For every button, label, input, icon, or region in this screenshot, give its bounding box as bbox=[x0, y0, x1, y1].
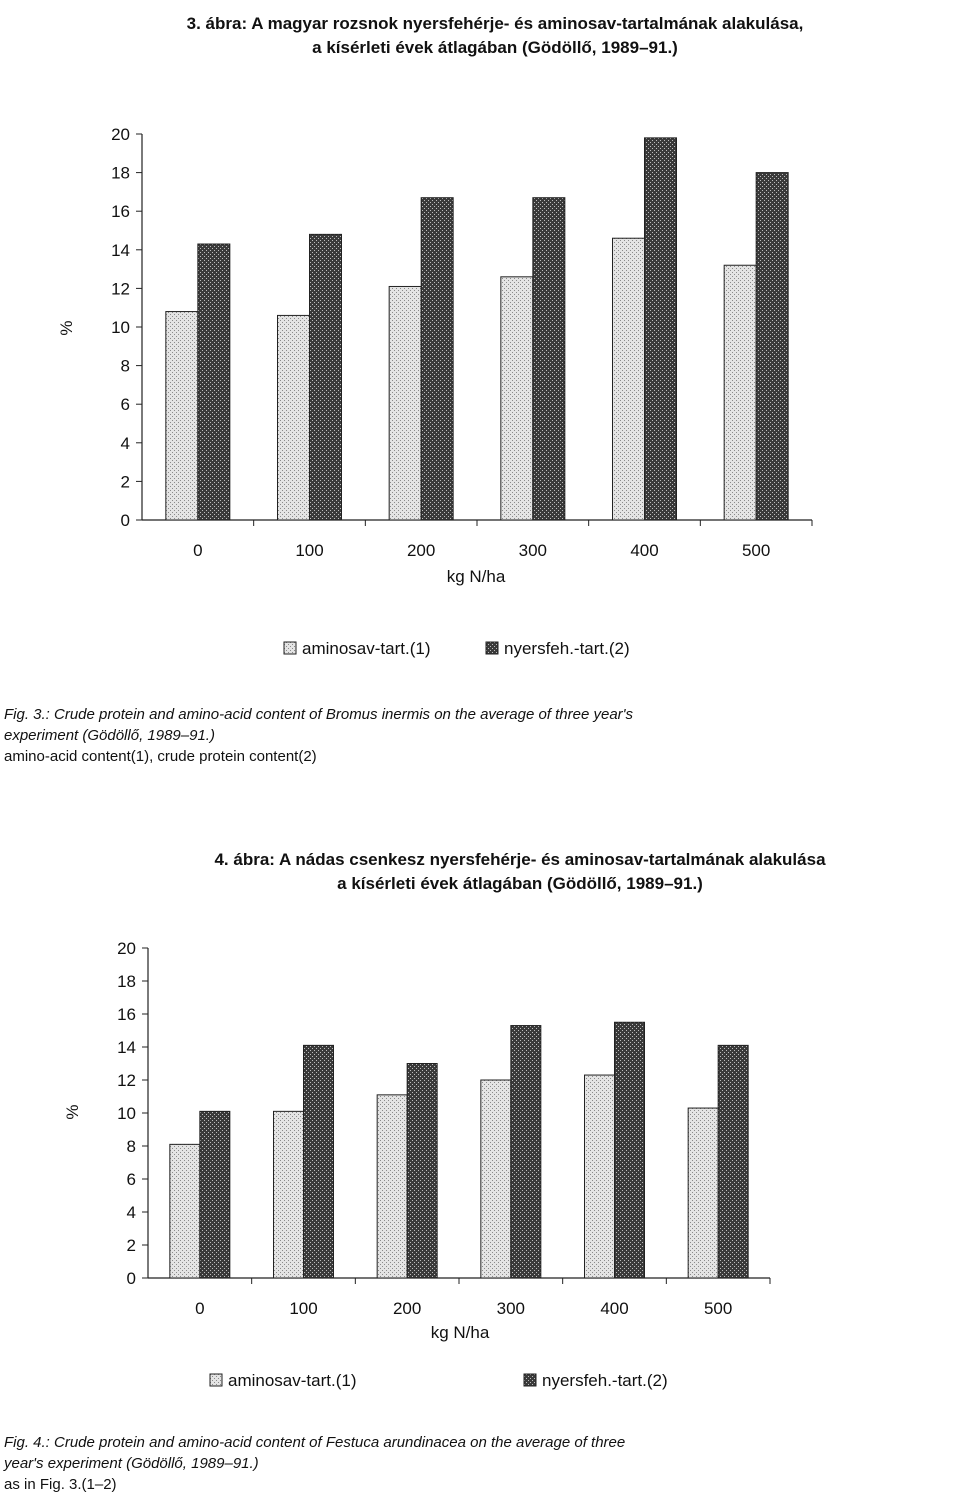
chart2-bar-aminosav-400 bbox=[585, 1075, 615, 1278]
chart2-caption-line1: Fig. 4.: Crude protein and amino-acid content of Festuca arundinacea on the average of three bbox=[4, 1434, 626, 1451]
chart2-y-tick-label: 14 bbox=[117, 1038, 136, 1057]
chart2-bar-nyersfeh-0 bbox=[200, 1111, 230, 1278]
chart1-y-tick-label: 12 bbox=[111, 279, 130, 299]
chart1-legend-swatch-1 bbox=[284, 642, 296, 654]
chart2-legend-label-1: aminosav-tart.(1) bbox=[228, 1371, 357, 1390]
chart2-y-tick-label: 6 bbox=[126, 1170, 136, 1189]
chart2-y-tick-label: 4 bbox=[126, 1203, 136, 1222]
chart1-x-tick-label: 500 bbox=[741, 541, 771, 560]
chart2-x-tick-label: 100 bbox=[289, 1299, 318, 1318]
chart1-y-tick-label: 2 bbox=[120, 472, 130, 492]
chart2-bar-nyersfeh-100 bbox=[304, 1045, 334, 1278]
chart2-bar-aminosav-300 bbox=[481, 1080, 511, 1278]
chart2-y-tick-label: 12 bbox=[117, 1071, 136, 1090]
chart2-x-tick-label: 0 bbox=[195, 1299, 205, 1318]
chart1-caption-line2: experiment (Gödöllő, 1989–91.) bbox=[4, 727, 215, 744]
chart2-legend-swatch-1 bbox=[210, 1374, 222, 1386]
chart2-y-tick-label: 16 bbox=[117, 1005, 136, 1024]
chart1-y-tick-label: 16 bbox=[111, 202, 130, 222]
chart1-y-tick-label: 6 bbox=[120, 395, 130, 415]
chart1-bar-nyersfeh-200 bbox=[421, 198, 453, 520]
chart1-x-tick-label: 200 bbox=[406, 541, 436, 560]
chart2-title-line2: a kísérleti évek átlagában (Gödöllő, 1989–91.) bbox=[337, 874, 703, 893]
chart2-bar-nyersfeh-400 bbox=[615, 1022, 645, 1278]
chart2-bar-aminosav-100 bbox=[274, 1111, 304, 1278]
chart2-caption bbox=[4, 1432, 954, 1495]
chart1-y-tick-label: 14 bbox=[111, 240, 130, 260]
chart2-bar-nyersfeh-300 bbox=[511, 1026, 541, 1278]
chart2-bar-aminosav-200 bbox=[377, 1095, 407, 1278]
chart2-x-axis-label: kg N/ha bbox=[430, 1323, 490, 1342]
chart2-caption-line3: as in Fig. 3.(1–2) bbox=[4, 1476, 117, 1493]
chart1-bar-nyersfeh-0 bbox=[198, 244, 230, 520]
chart1-x-tick-label: 300 bbox=[518, 541, 548, 560]
chart1-legend-label-1: aminosav-tart.(1) bbox=[302, 639, 431, 658]
chart2-plot bbox=[0, 900, 960, 1406]
chart1-title-line1: 3. ábra: A magyar rozsnok nyersfehérje- és aminosav-tartalmának alakulása, bbox=[186, 14, 804, 33]
chart2-legend-swatch-2 bbox=[524, 1374, 536, 1386]
chart1-y-tick-label: 8 bbox=[120, 356, 130, 376]
chart1-caption bbox=[4, 704, 954, 767]
chart1-bar-nyersfeh-400 bbox=[645, 138, 677, 520]
chart2-caption-line2: year's experiment (Gödöllő, 1989–91.) bbox=[4, 1455, 259, 1472]
chart2-bar-aminosav-500 bbox=[688, 1108, 718, 1278]
chart1-title-line2: a kísérleti évek átlagában (Gödöllő, 1989–91.) bbox=[312, 38, 678, 57]
chart1-x-tick-label: 400 bbox=[630, 541, 659, 560]
chart2-y-tick-label: 0 bbox=[126, 1269, 136, 1288]
chart1-y-tick-label: 18 bbox=[111, 163, 130, 183]
chart1-y-tick-label: 10 bbox=[111, 318, 130, 337]
chart2-legend-label-2: nyersfeh.-tart.(2) bbox=[542, 1371, 668, 1390]
chart1-x-tick-label: 100 bbox=[295, 541, 324, 560]
chart2-y-tick-label: 20 bbox=[117, 939, 136, 958]
chart1-x-axis-label: kg N/ha bbox=[446, 567, 506, 586]
chart1-bar-aminosav-100 bbox=[278, 315, 310, 520]
chart2-x-tick-label: 200 bbox=[392, 1299, 422, 1318]
chart2-bar-aminosav-0 bbox=[170, 1144, 200, 1278]
chart1-bar-aminosav-400 bbox=[613, 238, 645, 520]
chart2-title-line1: 4. ábra: A nádas csenkesz nyersfehérje- és aminosav-tartalmának alakulása bbox=[214, 850, 826, 869]
chart2-y-tick-label: 8 bbox=[126, 1137, 136, 1156]
chart1-y-tick-label: 0 bbox=[120, 511, 130, 530]
chart1-bar-aminosav-0 bbox=[166, 312, 198, 520]
chart1-y-tick-label: 20 bbox=[111, 125, 130, 144]
chart1-caption-line1: Fig. 3.: Crude protein and amino-acid content of Bromus inermis on the average of three year's bbox=[4, 706, 634, 723]
chart1-caption-line3: amino-acid content(1), crude protein content(2) bbox=[4, 748, 317, 765]
chart2-y-tick-label: 2 bbox=[126, 1236, 136, 1255]
chart1-y-axis-label: % bbox=[57, 320, 76, 336]
chart1-plot bbox=[0, 0, 960, 690]
chart2-bar-nyersfeh-200 bbox=[407, 1064, 437, 1279]
chart2-x-tick-label: 300 bbox=[496, 1299, 526, 1318]
chart1-x-tick-label: 0 bbox=[193, 541, 203, 560]
chart2-y-axis-label: % bbox=[63, 1104, 82, 1120]
chart1-bar-aminosav-300 bbox=[501, 277, 533, 520]
chart1-bar-aminosav-200 bbox=[389, 286, 421, 520]
chart2-y-tick-label: 10 bbox=[117, 1104, 136, 1123]
chart1-bar-nyersfeh-300 bbox=[533, 198, 565, 520]
chart2-bar-nyersfeh-500 bbox=[718, 1045, 748, 1278]
chart1-legend-swatch-2 bbox=[486, 642, 498, 654]
chart2-x-tick-label: 500 bbox=[703, 1299, 733, 1318]
chart1-bar-nyersfeh-100 bbox=[310, 234, 342, 520]
chart1-bar-nyersfeh-500 bbox=[756, 173, 788, 520]
chart1-legend-label-2: nyersfeh.-tart.(2) bbox=[504, 639, 630, 658]
chart1-bar-aminosav-500 bbox=[724, 265, 756, 520]
chart2-x-tick-label: 400 bbox=[600, 1299, 629, 1318]
chart1-y-tick-label: 4 bbox=[120, 433, 130, 453]
chart2-y-tick-label: 18 bbox=[117, 972, 136, 991]
chart2-title bbox=[110, 848, 930, 896]
